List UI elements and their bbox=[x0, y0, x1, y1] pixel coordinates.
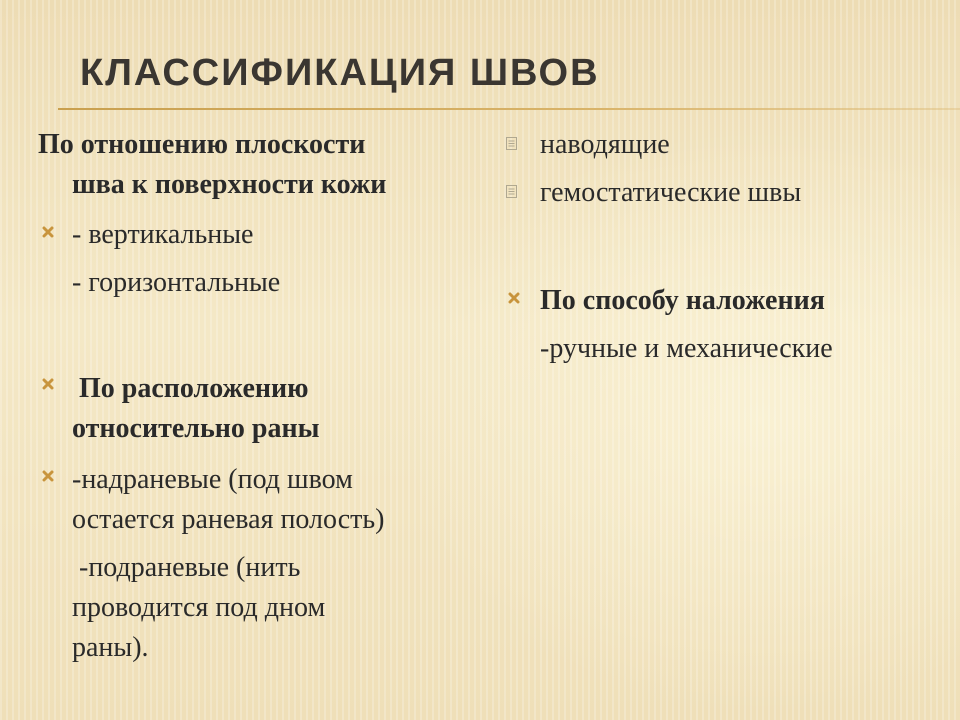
x-bullet-icon bbox=[42, 378, 54, 390]
x-bullet-icon bbox=[42, 226, 54, 238]
document-bullet-icon bbox=[506, 185, 517, 198]
title-divider bbox=[58, 108, 960, 110]
slide-title: КЛАССИФИКАЦИЯ ШВОВ bbox=[80, 52, 600, 94]
left-heading2-line-1: По расположению bbox=[72, 373, 309, 404]
x-bullet-icon bbox=[42, 470, 54, 482]
item-above-wound-line-2: остается раневая полость) bbox=[72, 504, 385, 535]
item-below-wound-line-3: раны). bbox=[72, 632, 149, 663]
item-method: -ручные и механические bbox=[540, 333, 833, 364]
x-bullet-icon bbox=[508, 292, 520, 304]
item-guiding: наводящие bbox=[540, 129, 670, 160]
item-below-wound-line-2: проводится под дном bbox=[72, 592, 326, 623]
left-heading2-line-2: относительно раны bbox=[72, 413, 320, 444]
right-heading-method: По способу наложения bbox=[540, 285, 825, 316]
item-above-wound-line-1: -надраневые (под швом bbox=[72, 464, 353, 495]
item-hemostatic: гемостатические швы bbox=[540, 177, 802, 208]
item-vertical: - вертикальные bbox=[72, 219, 254, 250]
left-heading-line-2: шва к поверхности кожи bbox=[72, 169, 387, 200]
item-below-wound-line-1: -подраневые (нить bbox=[72, 552, 301, 583]
document-bullet-icon bbox=[506, 137, 517, 150]
left-heading-line-1: По отношению плоскости bbox=[38, 129, 366, 160]
item-horizontal: - горизонтальные bbox=[72, 267, 281, 298]
